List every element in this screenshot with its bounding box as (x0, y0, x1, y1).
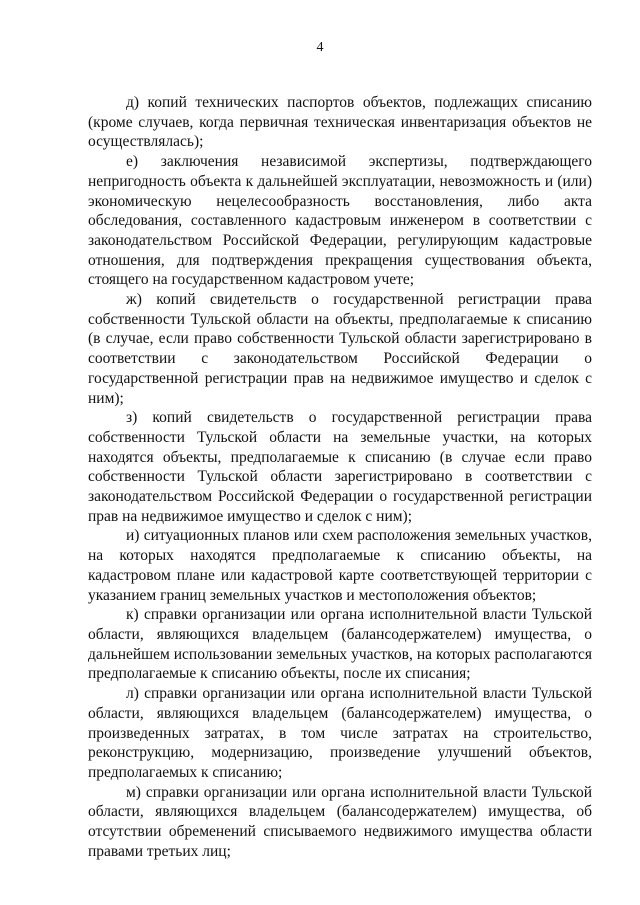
list-item-m: м) справки организации или органа исполнительной власти Тульской области, являющихся владельцем (балансодержателем) имущества, об отсутствии обременений списываемого недвижимого имущества области правами третьих лиц; (88, 783, 592, 860)
list-item-k: к) справки организации или органа исполнительной власти Тульской области, являющихся владельцем (балансодержателем) имущества, о дальнейшем использовании земельных участков, на которых располагаются предполагаемые к списанию объекты, после их списания; (88, 606, 592, 683)
page-number: 4 (316, 40, 324, 55)
list-item-d: д) копий технических паспортов объектов, подлежащих списанию (кроме случаев, когда первичная техническая инвентаризация объектов не осуществлялась); (88, 94, 592, 151)
list-item-i: и) ситуационных планов или схем расположения земельных участков, на которых находятся предполагаемые к списанию объекты, на кадастровом плане или кадастровой карте соответствующей территории с указанием границ земельных участков и местоположения объектов; (88, 527, 592, 604)
list-item-zh: ж) копий свидетельств о государственной регистрации права собственности Тульской области на объекты, предполагаемые к списанию (в случае, если право собственности Тульской области зарегистрировано в соответствии с законодательством Российской Федерации о государственной регистрации прав на недвижимое имущество и сделок с ним); (88, 291, 592, 407)
list-item-e: е) заключения независимой экспертизы, подтверждающего непригодность объекта к дальнейшей эксплуатации, невозможность и (или) экономическую нецелесообразность восстановления, либо акта обследования, составленного кадастровым инженером в соответствии с законодательством Российской Федерации, регулирующим кадастровые отношения, для подтверждения прекращения существования объекта, стоящего на государственном кадастровом учете; (88, 153, 592, 289)
list-item-l: л) справки организации или органа исполнительной власти Тульской области, являющихся владельцем (балансодержателем) имущества, о произведенных затратах, в том числе затратах на строительство, реконструкцию, модернизацию, произведение улучшений объектов, предполагаемых к списанию; (88, 685, 592, 781)
document-body (88, 93, 592, 861)
list-item-z: з) копий свидетельств о государственной регистрации права собственности Тульской области на земельные участки, на которых находятся объекты, предполагаемые к списанию (в случае если право собственности Тульской области зарегистрировано в соответствии с законодательством Российской Федерации о государственной регистрации прав на недвижимое имущество и сделок с ним); (88, 409, 592, 525)
